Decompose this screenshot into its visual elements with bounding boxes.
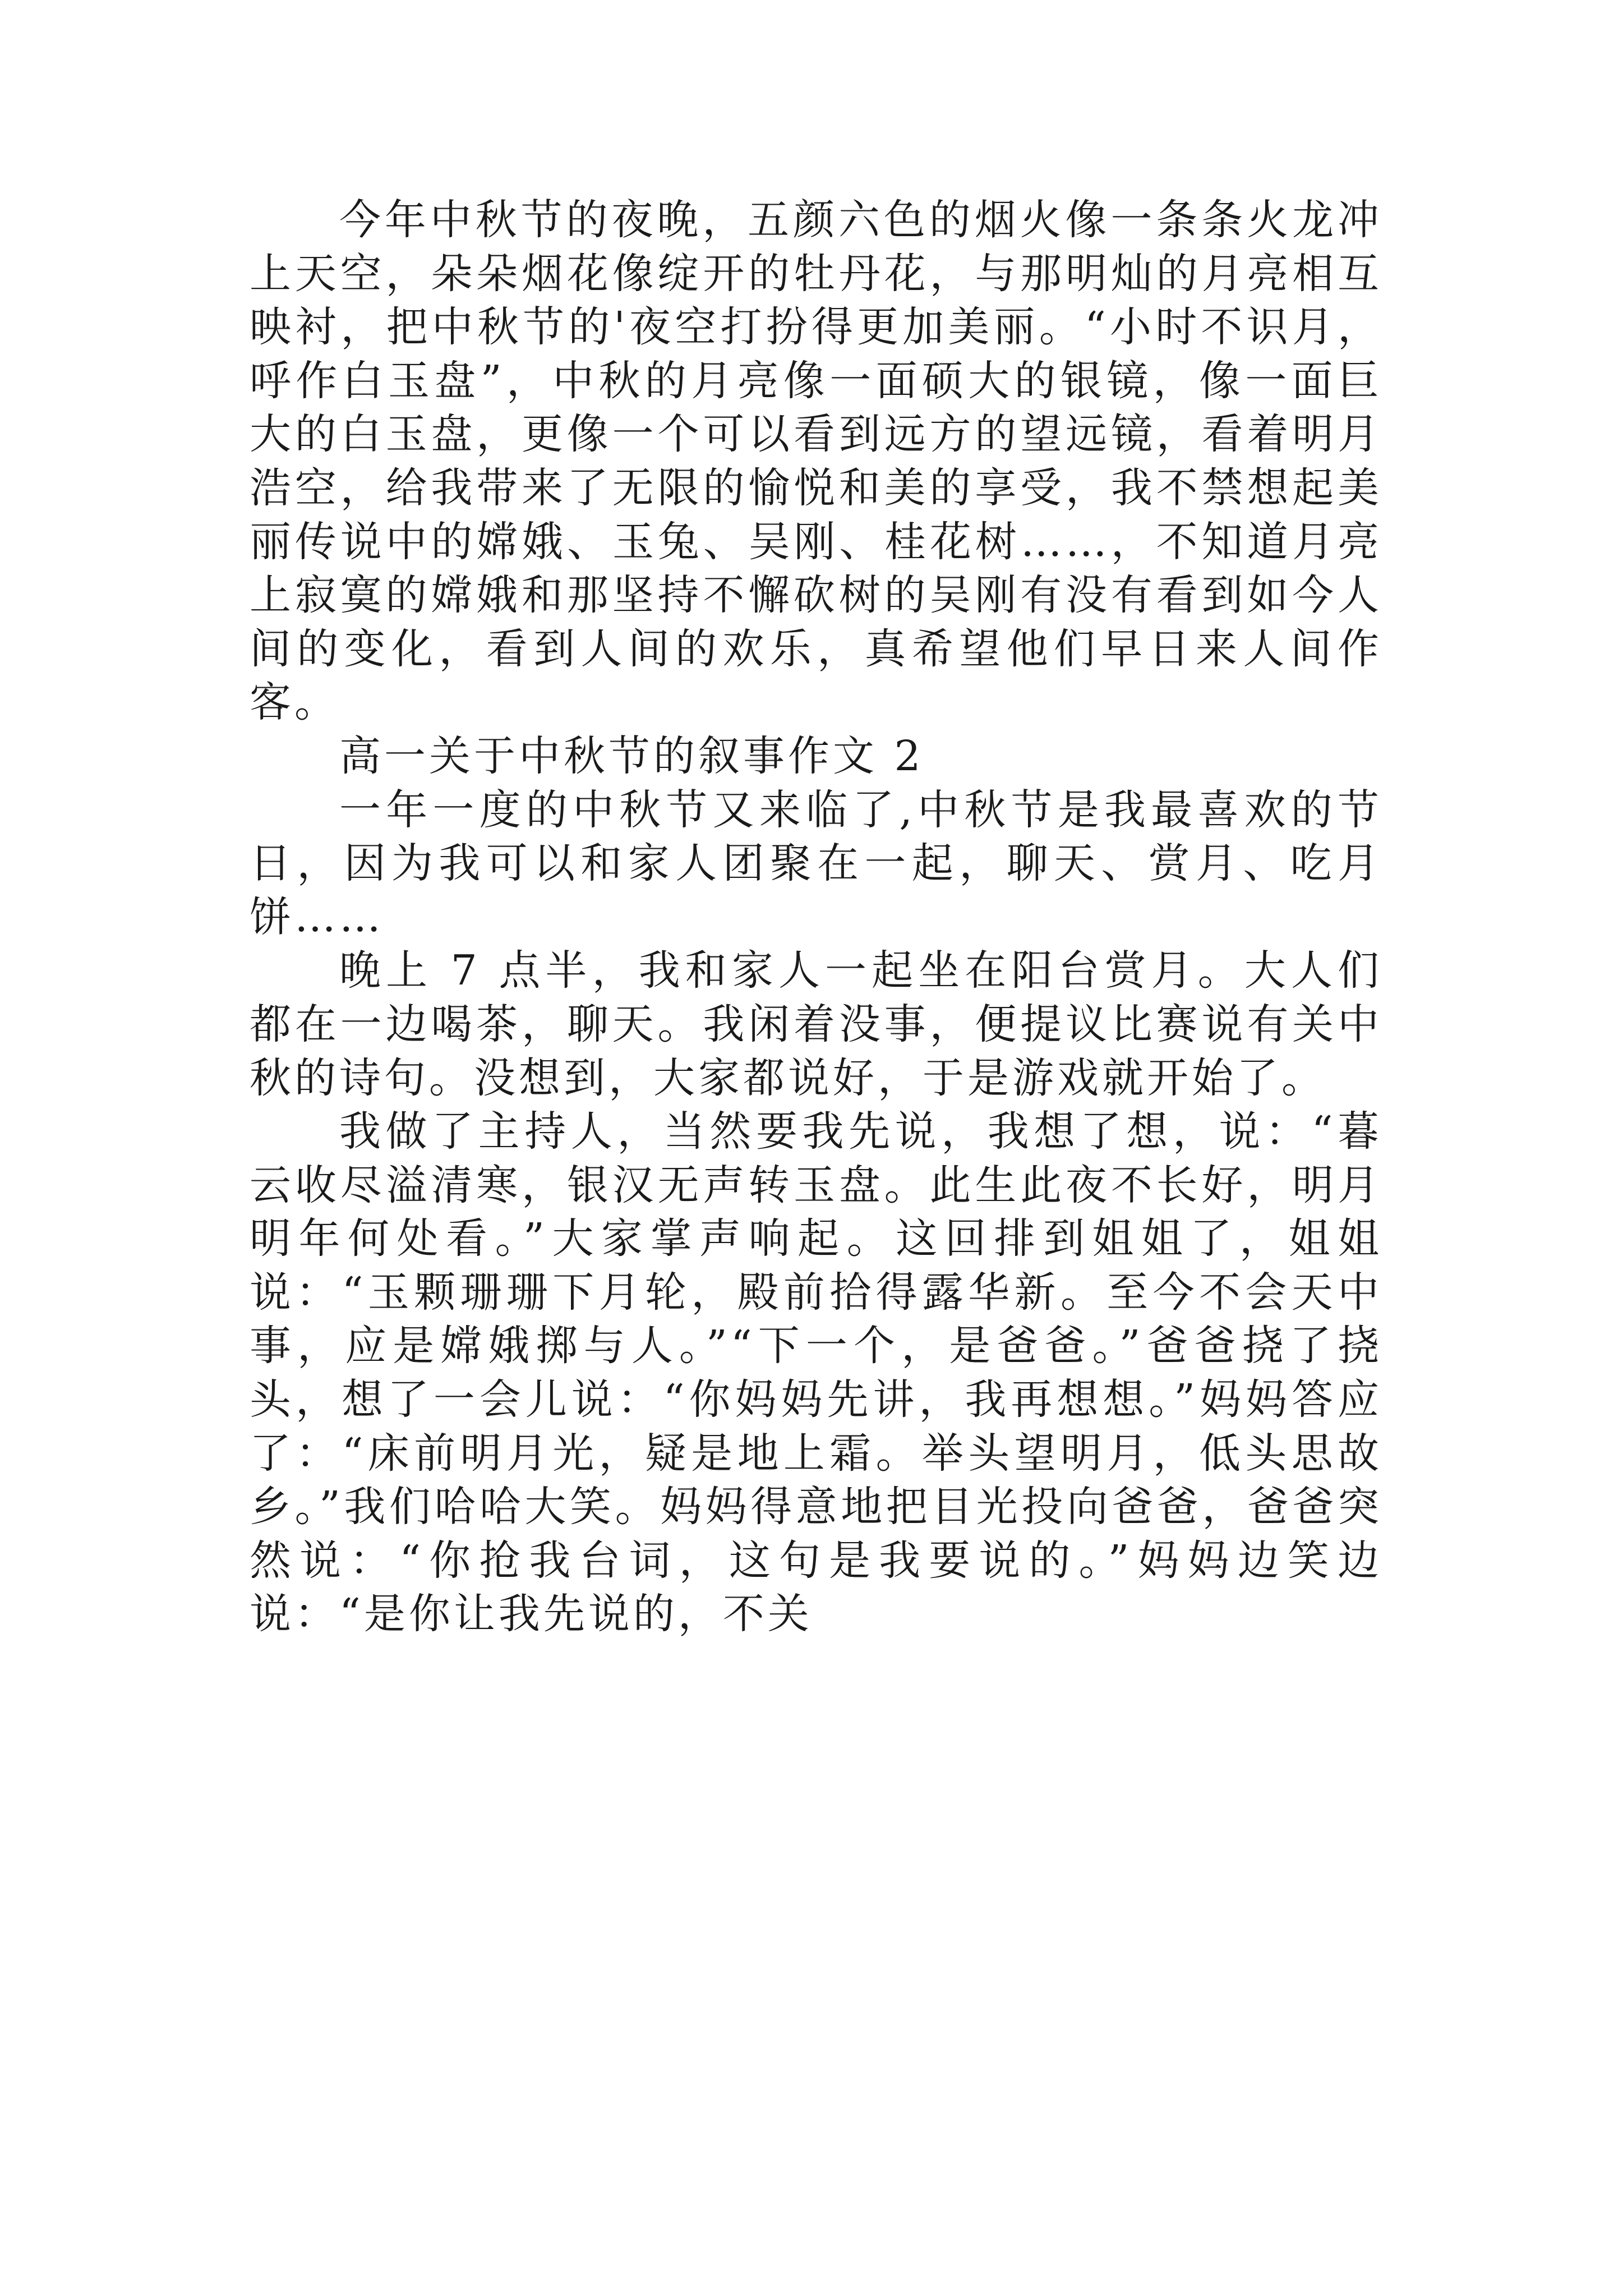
paragraph-festival-intro: 一年一度的中秋节又来临了,中秋节是我最喜欢的节日，因为我可以和家人团聚在一起，聊天、赏月、吃月饼…… <box>250 785 1382 941</box>
essay-title: 高一关于中秋节的叙事作文 2 <box>339 731 924 780</box>
essay-body <box>250 194 1382 1641</box>
paragraph-mid-autumn-night: 今年中秋节的夜晚，五颜六色的烟火像一条条火龙冲上天空，朵朵烟花像绽开的牡丹花，与那明灿的月亮相互映衬，把中秋节的'夜空打扮得更加美丽。“小时不识月，呼作白玉盘”，中秋的月亮像一面硕大的银镜，像一面巨大的白玉盘，更像一个可以看到远方的望远镜，看着明月浩空，给我带来了无限的愉悦和美的享受，我不禁想起美丽传说中的嫦娥、玉兔、吴刚、桂花树……，不知道月亮上寂寞的嫦娥和那坚持不懈砍树的吴刚有没有看到如今人间的变化，看到人间的欢乐，真希望他们早日来人间作客。 <box>250 196 1382 727</box>
paragraph-moon-viewing: 晚上 7 点半，我和家人一起坐在阳台赏月。大人们都在一边喝茶，聊天。我闲着没事，便提议比赛说有关中秋的诗句。没想到，大家都说好，于是游戏就开始了。 <box>250 946 1382 1102</box>
paragraph-poem-game: 我做了主持人，当然要我先说，我想了想，说：“暮云收尽溢清寒，银汉无声转玉盘。此生此夜不长好，明月明年何处看。”大家掌声响起。这回排到姐姐了，姐姐说：“玉颗珊珊下月轮，殿前拾得露华新。至今不会天中事，应是嫦娥掷与人。”“下一个，是爸爸。”爸爸挠了挠头，想了一会儿说：“你妈妈先讲，我再想想。”妈妈答应了：“床前明月光，疑是地上霜。举头望明月，低头思故乡。”我们哈哈大笑。妈妈得意地把目光投向爸爸，爸爸突然说：“你抢我台词，这句是我要说的。”妈妈边笑边说：“是你让我先说的，不关 <box>250 1107 1382 1639</box>
